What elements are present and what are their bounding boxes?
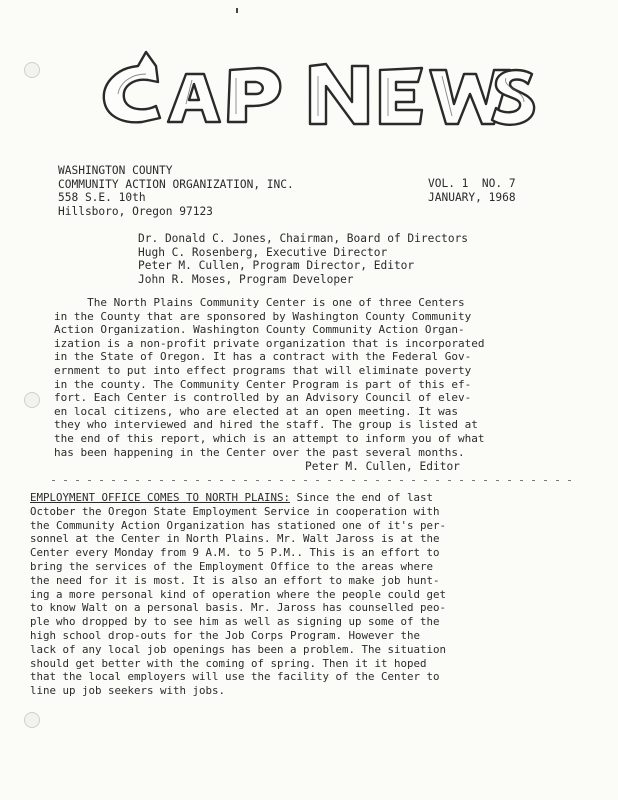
masthead-logo — [96, 44, 536, 130]
cap-news-wordmark — [96, 44, 536, 130]
intro-paragraph — [54, 296, 574, 459]
staff-line: Peter M. Cullen, Program Director, Editor — [138, 259, 415, 272]
intro-line: has been happening in the Center over the past several months. — [54, 445, 465, 459]
intro-line: in the county. The Community Center Program is part of this ef- — [54, 377, 472, 391]
article-headline: EMPLOYMENT OFFICE COMES TO NORTH PLAINS: — [30, 491, 291, 504]
article-line: that the local employers will use the facility of the Center to — [30, 670, 440, 684]
organization-address — [58, 164, 294, 218]
intro-line: in the County that are sponsored by Washington County Community — [54, 309, 472, 323]
article-line: lack of any local job openings has been a problem. The situation — [30, 642, 447, 656]
staff-line: Hugh C. Rosenberg, Executive Director — [138, 245, 388, 259]
article-line: should get better with the coming of spring. Then it it hoped — [30, 656, 427, 670]
org-line: COMMUNITY ACTION ORGANIZATION, INC. — [58, 177, 294, 191]
staff-line: John R. Moses, Program Developer — [138, 272, 354, 286]
intro-line: ization is a non-profit private organization that is incorporated — [54, 336, 485, 350]
article-line: ing a more personal kind of operation where the people could get — [30, 587, 447, 601]
article-line: sonnel at the Center in North Plains. Mr. Walt Jaross is at the — [30, 532, 440, 546]
article-line: October the Oregon State Employment Service in cooperation with — [30, 504, 440, 518]
issue-volume: VOL. 1 NO. 7 — [428, 177, 516, 190]
staff-line: Dr. Donald C. Jones, Chairman, Board of Directors — [138, 232, 469, 245]
article-first-line — [30, 491, 590, 505]
article-line: the need for it is most. It is also an effort to make job hunt- — [30, 573, 440, 587]
article-line: ple who dropped by to see him as well as signing up some of the — [30, 615, 440, 629]
org-line: WASHINGTON COUNTY — [58, 164, 173, 177]
article-line: the Community Action Organization has stationed one of it's per- — [30, 518, 447, 532]
intro-line: fort. Each Center is controlled by an Advisory Council of elev- — [54, 391, 472, 405]
editor-signature: Peter M. Cullen, Editor — [305, 460, 460, 473]
punch-hole-top — [24, 62, 40, 78]
intro-line: the end of this report, which is an attempt to inform you of what — [54, 431, 485, 445]
intro-line: The North Plains Community Center is one of three Centers — [54, 296, 465, 309]
article-line: to know Walt on a personal basis. Mr. Jaross has counselled peo- — [30, 601, 447, 615]
intro-line: they who interviewed and hired the staff. The group is listed at — [54, 418, 478, 432]
issue-date: JANUARY, 1968 — [428, 190, 516, 204]
punch-hole-bottom — [24, 712, 40, 728]
section-divider — [52, 479, 572, 482]
employment-office-article — [30, 491, 590, 698]
article-line: bring the services of the Employment Office to the areas where — [30, 559, 434, 573]
article-line: Since the end of last — [290, 491, 434, 504]
article-line: high school drop-outs for the Job Corps Program. However the — [30, 628, 421, 642]
intro-line: ernment to put into effect programs that will eliminate poverty — [54, 363, 472, 377]
org-line: 558 S.E. 10th — [58, 191, 146, 204]
staff-list — [138, 232, 468, 286]
ink-speck — [236, 8, 238, 13]
org-line: Hillsboro, Oregon 97123 — [58, 204, 213, 218]
issue-info — [428, 177, 516, 204]
punch-hole-middle — [24, 392, 40, 408]
article-line: Center every Monday from 9 A.M. to 5 P.M.. This is an effort to — [30, 546, 440, 560]
article-line: line up job seekers with jobs. — [30, 684, 226, 698]
intro-line: in the State of Oregon. It has a contract with the Federal Gov- — [54, 350, 472, 364]
intro-line: Action Organization. Washington County Community Action Organ- — [54, 323, 465, 337]
intro-line: en local citizens, who are elected at an open meeting. It was — [54, 404, 458, 418]
